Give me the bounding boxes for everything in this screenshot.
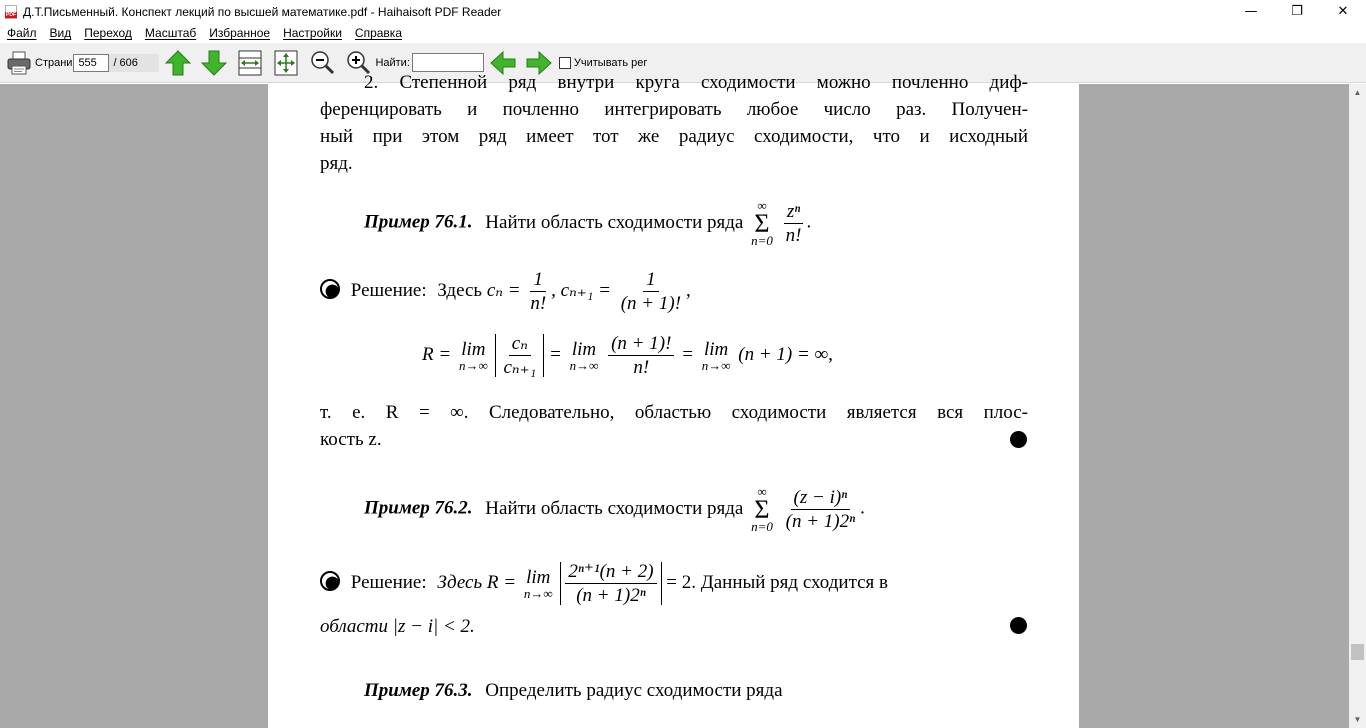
paragraph-line: области |z − i| < 2. — [320, 616, 475, 637]
solution-text: = 2. Данный ряд сходится в — [666, 571, 889, 593]
math-expr: cₙ = — [486, 279, 521, 301]
document-viewport[interactable] — [0, 72, 1349, 728]
close-button[interactable]: ✕ — [1337, 4, 1349, 19]
menu-navigate[interactable]: Переход — [84, 26, 132, 40]
menu-file[interactable]: Файл — [7, 26, 37, 40]
vertical-scrollbar[interactable] — [1349, 84, 1366, 728]
example-text: Найти область сходимости ряда — [485, 497, 744, 519]
menu-settings[interactable]: Настройки — [283, 26, 342, 40]
find-label: Найти: — [375, 56, 410, 69]
scroll-down-icon[interactable]: ▼ — [1353, 715, 1362, 724]
fraction: $\frac{1}{n!}$ — [530, 269, 547, 314]
window-title: Д.Т.Письменный. Конспект лекций по высшей математике.pdf - Haihaisoft PDF Reader — [23, 4, 502, 19]
arrow-down-icon — [200, 49, 228, 77]
arrow-up-icon — [164, 49, 192, 77]
fraction: $\frac{1}{(n + 1)!}$ — [620, 269, 682, 314]
fit-page-button[interactable] — [271, 48, 301, 78]
paragraph-line: т. е. R = ∞. Следовательно, областью сходимости является вся плос- — [320, 402, 1028, 423]
menu-view[interactable]: Вид — [49, 26, 72, 40]
printer-icon — [5, 49, 33, 77]
paragraph-line: кость z. — [320, 429, 382, 450]
scrollbar-thumb[interactable] — [1351, 644, 1364, 660]
solution-text: Здесь — [437, 279, 483, 301]
example-text: Найти область сходимости ряда — [485, 211, 744, 233]
find-input[interactable] — [412, 53, 484, 72]
example-76-2: Пример 76.2. Найти область сходимости ряда ∞ Σ n=0 $\frac{\text{(z − i)ⁿ}}{\text{(n + 1)2ⁿ}}$ . — [364, 484, 865, 535]
scroll-up-icon[interactable]: ▲ — [1353, 88, 1362, 97]
math-expr: Здесь R = — [437, 571, 517, 593]
paragraph-line: ный при этом ряд имеет тот же радиус сходимости, что и исходный — [320, 126, 1028, 147]
fit-width-button[interactable] — [235, 48, 265, 78]
solution-label: Решение: — [350, 279, 427, 301]
menu-bar — [0, 23, 1366, 43]
page-total: / 606 — [109, 54, 159, 72]
paragraph-line: ряд. — [320, 153, 353, 174]
restore-button[interactable]: ❐ — [1291, 4, 1303, 19]
formula-radius: R = lim n→∞ $\frac{\text{cₙ}}{\text{cₙ₊₁}}$ = lim n→∞ $\frac{(n + 1)!}{n!}$ = lim n→∞ (n + 1) = ∞, — [422, 333, 833, 378]
math-expr: , cₙ₊₁ = — [551, 279, 611, 301]
pdf-page — [268, 72, 1079, 728]
window-controls — [1228, 0, 1366, 23]
minimize-button[interactable]: — — [1244, 4, 1258, 19]
menu-favorites[interactable]: Избранное — [209, 26, 271, 40]
page-number-input[interactable]: 555 — [73, 54, 109, 72]
example-label: Пример 76.1. — [364, 211, 473, 233]
fit-width-icon — [236, 49, 264, 77]
print-button[interactable] — [4, 48, 34, 78]
fraction: $\frac{\text{zⁿ}}{n!}$ — [785, 200, 802, 246]
paragraph-line: ференцировать и почленно интегрировать любое число раз. Получен- — [320, 99, 1028, 120]
solution-2: Решение: Здесь R = lim n→∞ $\frac{\text{2ⁿ⁺¹(n + 2)}}{\text{(n + 1)2ⁿ}}$ = 2. Данный ряд сходится в — [320, 562, 888, 605]
example-text: Определить радиус сходимости ряда — [485, 680, 783, 701]
example-label: Пример 76.3. — [364, 680, 473, 701]
menu-help[interactable]: Справка — [354, 26, 402, 40]
sum-symbol: ∞ Σ n=0 — [751, 198, 773, 249]
page-label: Страни — [35, 56, 73, 69]
title-bar — [0, 0, 1366, 23]
qed-marker — [1010, 431, 1027, 448]
match-case-label: Учитывать рег — [573, 56, 648, 69]
qed-marker — [1010, 617, 1027, 634]
next-page-button[interactable] — [199, 48, 229, 78]
sum-symbol: ∞ Σ n=0 — [751, 484, 773, 535]
example-76-3 — [364, 680, 783, 702]
example-76-1: Пример 76.1. Найти область сходимости ряда ∞ Σ n=0 $\frac{\text{zⁿ}}{n!}$ . — [364, 198, 812, 249]
fit-page-icon — [272, 49, 300, 77]
solution-label: Решение: — [350, 571, 427, 593]
fraction: $\frac{\text{(z − i)ⁿ}}{\text{(n + 1)2ⁿ}}$ — [785, 486, 856, 532]
pdf-app-icon — [5, 5, 17, 19]
menu-zoom[interactable]: Масштаб — [144, 26, 197, 40]
example-label: Пример 76.2. — [364, 497, 473, 519]
solution-icon — [320, 571, 340, 591]
paragraph-line: 2. Степенной ряд внутри круга сходимости можно почленно диф- — [364, 72, 1028, 93]
previous-page-button[interactable] — [163, 48, 193, 78]
solution-icon — [320, 279, 340, 299]
solution-1: Решение: Здесь cₙ = $\frac{1}{n!}$ , cₙ₊₁ = $\frac{1}{(n + 1)!}$ , — [320, 270, 691, 313]
match-case-checkbox[interactable] — [559, 57, 571, 69]
